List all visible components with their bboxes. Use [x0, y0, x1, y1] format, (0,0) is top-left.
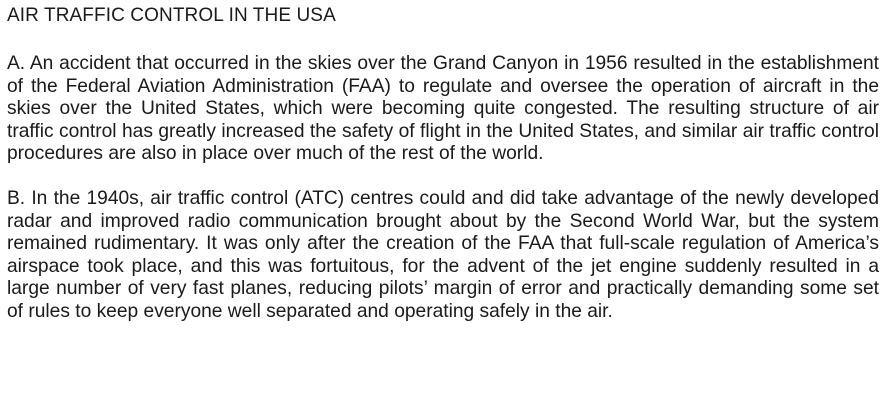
paragraph-b: B. In the 1940s, air traffic control (ATC) centres could and did take advantage of the newly developed radar and improved radio communication brought about by the Second World War, but the system remained rudimentary. It was only after the creation of the FAA that full-scale regulation of America’s airspace took place, and this was fortuitous, for the advent of the jet engine suddenly resulted in a large number of very fast planes, reducing pilots’ margin of error and practically demanding some set of rules to keep everyone well separated and operating safely in the air. — [7, 187, 879, 322]
paragraph-a: A. An accident that occurred in the skies over the Grand Canyon in 1956 resulted in the establishment of the Federal Aviation Administration (FAA) to regulate and oversee the operation of aircraft in the skies over the United States, which were becoming quite congested. The resulting structure of air traffic control has greatly increased the safety of flight in the United States, and similar air traffic control procedures are also in place over much of the rest of the world. — [7, 53, 879, 165]
document-body — [7, 0, 879, 324]
document-title: AIR TRAFFIC CONTROL IN THE USA — [7, 5, 336, 26]
